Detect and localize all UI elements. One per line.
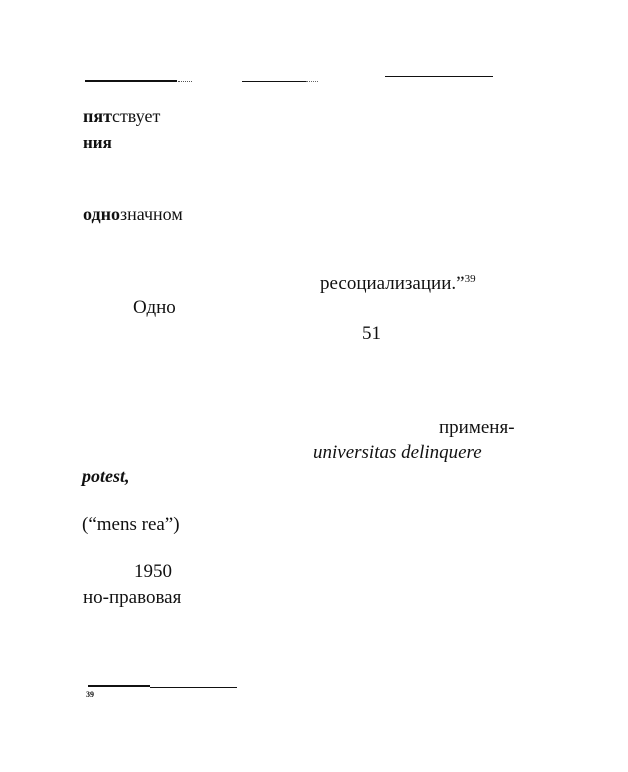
text-fragment-3 [83,205,183,223]
top-rule-middle-dots [306,81,318,83]
text-fragment-11: но-правовая [83,587,182,608]
text-fragment-3-bold: одно [83,204,120,224]
footnote-rule-b [150,687,237,688]
text-fragment-1-bold: пят [83,106,112,126]
text-fragment-6: применя- [439,417,515,438]
text-fragment-3-rest: значном [119,204,183,224]
text-fragment-5: Одно [133,297,176,318]
text-fragment-1 [83,107,160,125]
text-fragment-1-rest: ствует [111,106,161,126]
text-fragment-4-main: ресоциализации.” [320,273,465,294]
text-fragment-8: potest, [82,466,130,486]
top-rule-middle [242,81,306,82]
top-rule-left-dots [178,81,192,83]
footnote-rule-a [88,685,150,687]
top-rule-right [385,76,493,77]
text-fragment-10: 1950 [134,561,172,582]
top-rule-left [85,80,177,82]
text-fragment-7: universitas delinquere [313,442,482,463]
text-fragment-2: ния [83,133,112,152]
page-number: 51 [362,323,381,344]
footnote-marker: 39 [86,690,94,699]
text-fragment-9: (“mens rea”) [82,514,180,535]
footnote-reference: 39 [464,273,476,285]
text-fragment-4 [320,274,476,293]
